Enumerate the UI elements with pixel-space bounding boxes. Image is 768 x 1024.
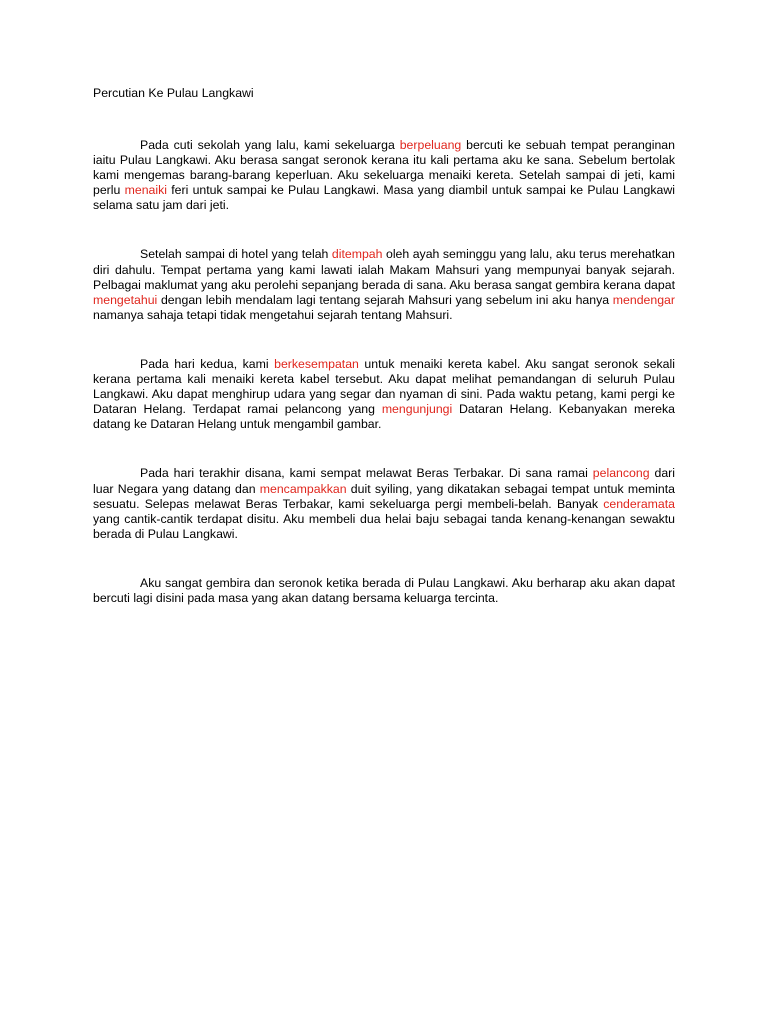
highlighted-word: mendengar bbox=[612, 292, 675, 307]
highlighted-word: mencampakkan bbox=[259, 481, 347, 496]
text-run: Pada hari kedua, kami bbox=[140, 356, 275, 371]
text-run: yang cantik-cantik terdapat disitu. Aku membeli dua helai baju sebagai tanda kenang-kenangan sewaktu berada di Pulau Langkawi. bbox=[93, 511, 675, 541]
text-run: Aku sangat gembira dan seronok ketika berada di Pulau Langkawi. Aku berharap aku akan dapat bercuti lagi disini pada masa yang akan datang bersama keluarga tercinta. bbox=[93, 575, 675, 605]
paragraph-2 bbox=[93, 247, 675, 322]
document-body bbox=[93, 86, 675, 606]
text-run: namanya sahaja tetapi tidak mengetahui sejarah tentang Mahsuri. bbox=[93, 307, 453, 322]
text-run: untuk menaiki kereta kabel. Aku sangat seronok sekali kerana pertama kali menaiki kereta kabel tersebut. Aku dapat melihat pemandangan di seluruh Pulau Langkawi. Aku dapat menghirup udara yang segar dan nyaman di sini. Pada waktu petang, kami pergi ke Dataran Helang. Terdapat ramai pelancong yang bbox=[93, 356, 675, 417]
text-run: Pada cuti sekolah yang lalu, kami sekeluarga bbox=[140, 138, 400, 152]
text-run: feri untuk sampai ke Pulau Langkawi. Masa yang diambil untuk sampai ke Pulau Langkawi selama satu jam dari jeti. bbox=[93, 183, 675, 213]
text-run: oleh ayah seminggu yang lalu, aku terus merehatkan diri dahulu. Tempat pertama yang kami lawati ialah Makam Mahsuri yang mempunyai banyak sejarah. Pelbagai maklumat yang aku perolehi sepanjang berada di sana. Aku berasa sangat gembira kerana dapat bbox=[93, 247, 675, 292]
text-run: dengan lebih mendalam lagi tentang sejarah Mahsuri yang sebelum ini aku hanya bbox=[157, 292, 613, 307]
text-run: Setelah sampai di hotel yang telah bbox=[140, 247, 332, 262]
paragraph-1 bbox=[93, 138, 675, 213]
highlighted-word: berpeluang bbox=[399, 138, 462, 152]
paragraph-3 bbox=[93, 357, 675, 432]
text-run: Pada hari terakhir disana, kami sempat melawat Beras Terbakar. Di sana ramai bbox=[140, 466, 593, 481]
highlighted-word: menaiki bbox=[124, 183, 167, 198]
highlighted-word: mengunjungi bbox=[381, 402, 453, 417]
highlighted-word: pelancong bbox=[592, 466, 650, 481]
document-title: Percutian Ke Pulau Langkawi bbox=[93, 86, 254, 100]
text-run: duit syiling, yang dikatakan sebagai tempat untuk meminta sesuatu. Selepas melawat Beras Terbakar, kami sekeluarga pergi membeli-belah. Banyak bbox=[93, 481, 676, 511]
highlighted-word: ditempah bbox=[331, 247, 383, 262]
highlighted-word: cenderamata bbox=[603, 496, 675, 511]
paragraph-4 bbox=[93, 466, 675, 541]
highlighted-word: berkesempatan bbox=[274, 356, 359, 371]
text-run: bercuti ke sebuah tempat peranginan iaitu Pulau Langkawi. Aku berasa sangat seronok kerana itu kali pertama aku ke sana. Sebelum bertolak kami mengemas barang-barang keperluan. Aku sekeluarga menaiki kereta. Setelah sampai di jeti, kami perlu bbox=[93, 138, 675, 198]
highlighted-word: mengetahui bbox=[93, 292, 158, 307]
text-run: dari luar Negara yang datang dan bbox=[93, 466, 675, 496]
text-run: Dataran Helang. Kebanyakan mereka datang ke Dataran Helang untuk mengambil gambar. bbox=[93, 402, 675, 432]
paragraph-5 bbox=[93, 576, 675, 606]
